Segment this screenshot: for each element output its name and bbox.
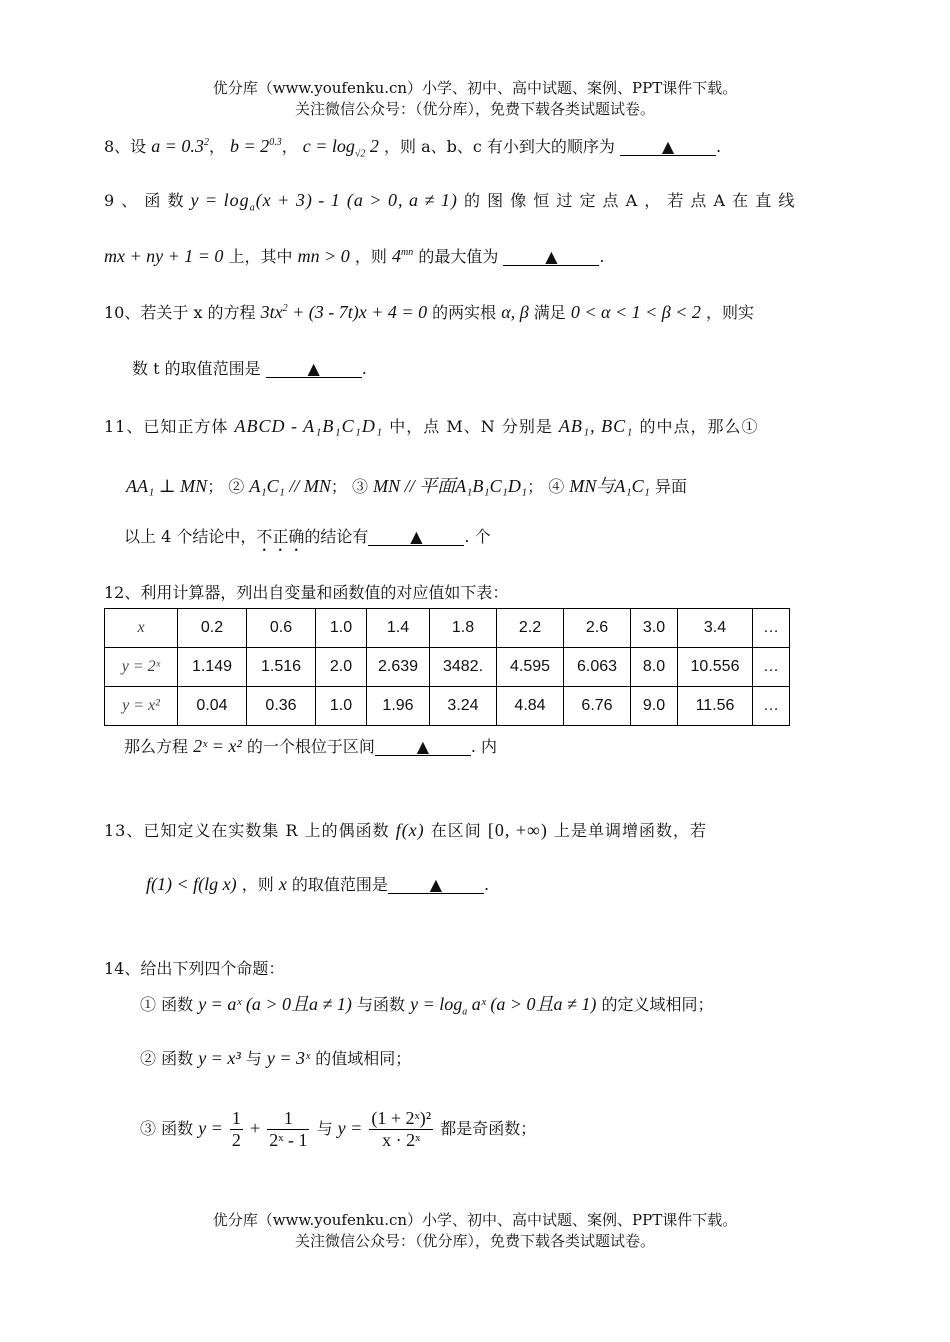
table-cell: 0.36 (247, 687, 316, 726)
table-cell: 1.96 (367, 687, 430, 726)
p3-tail: 都是奇函数； (440, 1119, 537, 1138)
table-cell: … (753, 687, 790, 726)
q10-answer-blank[interactable]: ▲ (266, 361, 362, 378)
value-table (104, 608, 790, 726)
q11-conclusion-4-tail: 异面 (654, 477, 687, 496)
question-11-conclusions: AA₁ ⊥ MN； ② A₁C₁ // MN； ③ MN // 平面A₁B₁C₁D₁； ④ MN与A₁C₁ 异面 (126, 476, 687, 496)
q9-text-2: 上，其中 (228, 247, 293, 266)
question-11-cont (124, 524, 846, 555)
question-10 (104, 300, 846, 323)
q11-text-3a: 以上 4 个结论中， (124, 527, 257, 546)
p3-fraction-2: $\frac{1}{\text{2ˣ - 1}}$ (269, 1108, 308, 1150)
q12-number: 12、利用计算器，列出自变量和函数值的对应值如下表： (104, 583, 509, 602)
q11-answer-blank[interactable]: ▲ (368, 529, 464, 546)
q13-condition: f(1) < f(lg x) (146, 874, 237, 894)
table-cell: 1.0 (316, 609, 367, 648)
q11-text-2: 的中点，那么① (639, 417, 759, 436)
q12-text-3: . 内 (470, 737, 498, 756)
footer-line-1: 优分库（www.youfenku.cn）小学、初中、高中试题、案例、PPT课件下载。 (212, 1211, 738, 1229)
q9-answer-blank[interactable]: ▲ (503, 249, 599, 266)
q11-mark-4: ④ (548, 477, 565, 496)
p3-fraction-3: $\frac{\text{(1 + 2ˣ)²}}{\text{x · 2ˣ}}$ (371, 1108, 432, 1150)
table-cell: 11.56 (678, 687, 753, 726)
q11-cube: ABCD - A₁B₁C₁D₁ (234, 416, 384, 436)
question-12-cont (124, 734, 846, 757)
table-cell: 6.063 (564, 648, 631, 687)
q13-text-4: 的取值范围是 (291, 875, 388, 894)
q8-a: $a = 0.3^2$ (151, 136, 209, 156)
table-cell: 1.4 (367, 609, 430, 648)
q8-c: $c = \log_{√2} 2$ (302, 136, 379, 160)
table-cell: 9.0 (631, 687, 678, 726)
q10-text-3: ，则实 (706, 303, 755, 322)
p1-mid: 与函数 (357, 995, 406, 1014)
table-cell: 0.2 (178, 609, 247, 648)
q12-text-1: 那么方程 (124, 737, 189, 756)
q13-interval: [0, +∞) (487, 820, 548, 840)
q13-answer-blank[interactable]: ▲ (388, 877, 484, 894)
q10-roots: α, β (501, 302, 529, 322)
q11-text-1: 中，点 M、N 分别是 (389, 417, 553, 436)
p2-function-1: y = x³ (198, 1048, 241, 1068)
table-cell: 2.6 (564, 609, 631, 648)
p3-plus: + (250, 1118, 261, 1138)
table-cell: 0.6 (247, 609, 316, 648)
table-cell: 2.2 (497, 609, 564, 648)
table-cell: 1.516 (247, 648, 316, 687)
row-head-x2: y = x² (105, 687, 178, 726)
q9-expr: $4^{mn}$ (391, 246, 414, 266)
q11-mark-3: ③ (352, 477, 369, 496)
p3-y: y = (198, 1118, 223, 1138)
table-cell: 2.639 (367, 648, 430, 687)
q11-edges: AB₁, BC₁ (558, 416, 634, 436)
p1-function-1: y = aˣ (a > 0且a ≠ 1) (198, 994, 352, 1014)
proposition-3 (140, 1108, 846, 1151)
q13-text-1: 在区间 (430, 821, 482, 840)
q9-cond-2: mn > 0 (297, 246, 350, 266)
header-line-2: 关注微信公众号：（优分库），免费下载各类试题试卷。 (294, 100, 655, 118)
p2-tail: 的值域相同； (315, 1049, 412, 1068)
table-row (105, 609, 790, 648)
q9-condition: (a > 0, a ≠ 1) (346, 190, 458, 210)
p2-mid: 与 (245, 1049, 262, 1068)
q8-answer-blank[interactable]: ▲ (620, 139, 716, 156)
q9-function: $y = \log_a(x + 3) - 1$ (190, 190, 341, 214)
p3-mark: ③ 函数 (140, 1119, 194, 1138)
q11-text-3d: . 个 (464, 527, 491, 546)
table-cell: 4.84 (497, 687, 564, 726)
p2-mark: ② 函数 (140, 1049, 194, 1068)
q10-text-1: 的两实根 (432, 303, 497, 322)
table-cell: 2.0 (316, 648, 367, 687)
proposition-2 (140, 1046, 846, 1069)
table-cell: 10.556 (678, 648, 753, 687)
q13-text-3: ，则 (241, 875, 274, 894)
q10-number: 10、若关于 x 的方程 (104, 303, 256, 322)
q12-text-2: 的一个根位于区间 (246, 737, 375, 756)
q9-text-4: 的最大值为 (418, 247, 499, 266)
table-cell: 3482. (430, 648, 497, 687)
q10-text-4: 数 t 的取值范围是 (132, 359, 261, 378)
footer-line-2: 关注微信公众号：（优分库），免费下载各类试题试卷。 (294, 1232, 655, 1250)
q12-answer-blank[interactable]: ▲ (375, 739, 471, 756)
p1-function-2: $y = \log_a$ aˣ (a > 0且a ≠ 1) (410, 994, 597, 1018)
q11-conclusion-1: AA₁ ⊥ MN (126, 476, 208, 496)
q12-equation: 2ˣ = x² (193, 736, 242, 756)
p1-tail: 的定义域相同； (601, 995, 714, 1014)
question-11 (104, 414, 846, 437)
table-cell: 3.24 (430, 687, 497, 726)
row-head-x: x (105, 609, 178, 648)
q11-conclusion-2: A₁C₁ // MN (249, 476, 331, 496)
q11-number: 11、已知正方体 (104, 417, 229, 436)
q10-text-2: 满足 (533, 303, 566, 322)
q9-line: mx + ny + 1 = 0 (104, 246, 224, 266)
p3-mid: 与 (316, 1119, 333, 1138)
table-cell: … (753, 609, 790, 648)
q9-text-1: 的 图 像 恒 过 定 点 A ， 若 点 A 在 直 线 (464, 191, 796, 210)
q11-conclusion-4: MN与A₁C₁ (569, 476, 650, 496)
table-cell: 1.8 (430, 609, 497, 648)
q13-text-2: 上是单调增函数，若 (553, 821, 707, 840)
q13-number: 13、已知定义在实数集 R 上的偶函数 (104, 821, 390, 840)
p3-fraction-1: $\frac{1}{2}$ (231, 1108, 241, 1150)
q10-inequality: 0 < α < 1 < β < 2 (570, 302, 701, 322)
q11-conclusion-3: MN // 平面A₁B₁C₁D₁ (373, 476, 528, 496)
table-cell: 3.0 (631, 609, 678, 648)
question-9 (104, 188, 846, 214)
q8-number: 8、设 (104, 137, 147, 156)
table-row (105, 687, 790, 726)
question-14 (104, 956, 846, 979)
question-13 (104, 818, 846, 841)
table-cell: 0.04 (178, 687, 247, 726)
table-cell: … (753, 648, 790, 687)
table-cell: 6.76 (564, 687, 631, 726)
table-row (105, 648, 790, 687)
q14-number: 14、给出下列四个命题： (104, 959, 285, 978)
q9-number: 9 、 函 数 (104, 191, 185, 210)
q10-equation: $3tx^2 + (3 - 7t)x + 4 = 0$ (260, 302, 428, 322)
row-head-2x: y = 2ˣ (105, 648, 178, 687)
question-9-cont: mx + ny + 1 = 0 上，其中 mn > 0 ，则 $4^{mn}$ 的最大值为 ▲ . (104, 246, 605, 266)
q13-x: x (278, 874, 287, 894)
table-cell: 1.149 (178, 648, 247, 687)
proposition-1 (140, 990, 846, 1018)
table-cell: 3.4 (678, 609, 753, 648)
question-8: 8、设 $a = 0.3^2$， $b = 2^{0.3}$， $c = \log_{√2} 2$ ，则 a、b、c 有小到大的顺序为 ▲ . (104, 136, 722, 160)
q8-b: $b = 2^{0.3}$ (230, 136, 282, 156)
q11-text-3c: 的结论有 (304, 527, 369, 546)
table-cell: 4.595 (497, 648, 564, 687)
p2-function-2: y = 3ˣ (266, 1048, 311, 1068)
question-13-cont: f(1) < f(lg x) ，则 x 的取值范围是 ▲ . (146, 874, 490, 894)
p1-mark: ① 函数 (140, 995, 194, 1014)
q8-text: ，则 a、b、c 有小到大的顺序为 (384, 137, 615, 156)
table-cell: 8.0 (631, 648, 678, 687)
q9-text-3: ，则 (354, 247, 387, 266)
q11-mark-2: ② (228, 477, 245, 496)
q11-emphasis: 不正确 (256, 527, 305, 546)
header-line-1: 优分库（www.youfenku.cn）小学、初中、高中试题、案例、PPT课件下载。 (212, 79, 738, 97)
table-cell: 1.0 (316, 687, 367, 726)
question-12 (104, 580, 846, 603)
q13-f: f(x) (395, 820, 425, 840)
question-10-cont: 数 t 的取值范围是 ▲ . (132, 359, 367, 378)
p3-y2: y = (337, 1118, 363, 1138)
